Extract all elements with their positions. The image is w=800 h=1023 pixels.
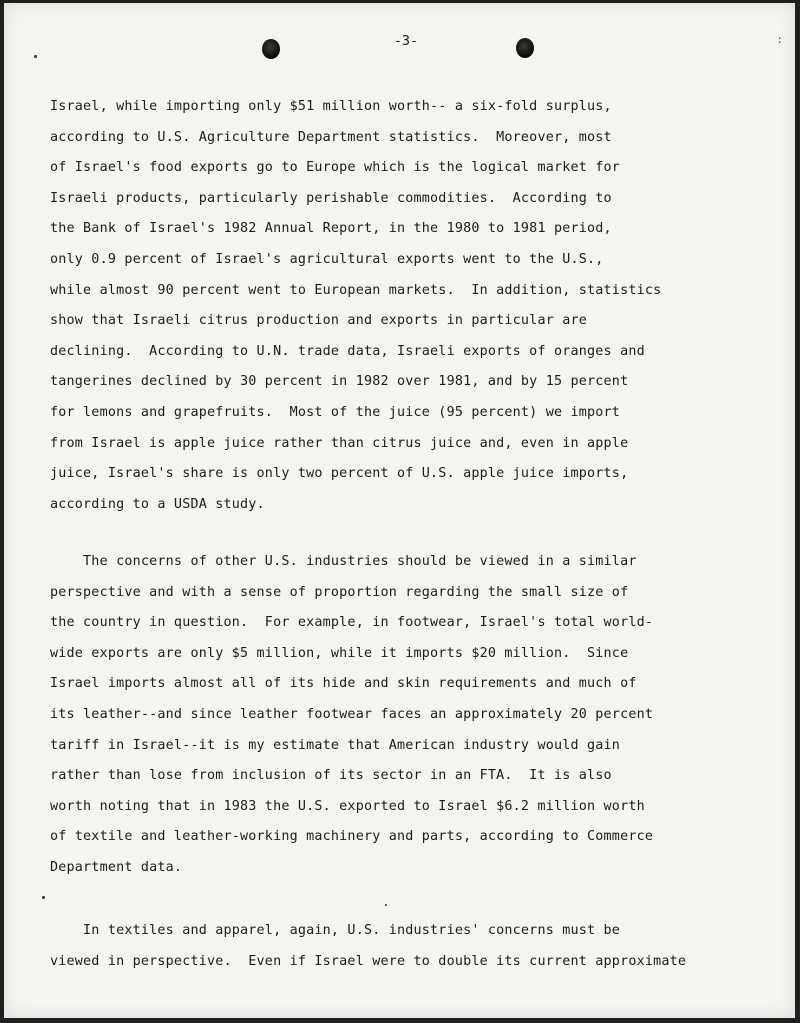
text-line: rather than lose from inclusion of its sector in an FTA. It is also bbox=[50, 768, 612, 784]
text-line: juice, Israel's share is only two percent of U.S. apple juice imports, bbox=[50, 466, 629, 482]
text-line: The concerns of other U.S. industries should be viewed in a similar bbox=[50, 554, 637, 569]
text-line: the Bank of Israel's 1982 Annual Report, in the 1980 to 1981 period, bbox=[50, 221, 612, 237]
text-line: only 0.9 percent of Israel's agricultural exports went to the U.S., bbox=[50, 251, 604, 267]
speck bbox=[42, 896, 45, 899]
binder-hole-right bbox=[516, 38, 534, 58]
text-line: its leather--and since leather footwear faces an approximately 20 percent bbox=[50, 706, 654, 722]
text-line: Israel, while importing only $51 million worth-- a six-fold surplus, bbox=[50, 99, 612, 114]
text-line: according to U.S. Agriculture Department statistics. Moreover, most bbox=[50, 129, 612, 145]
text-line: while almost 90 percent went to European markets. In addition, statistics bbox=[50, 282, 662, 298]
text-line: of textile and leather-working machinery and parts, according to Commerce bbox=[50, 829, 654, 845]
text-line: for lemons and grapefruits. Most of the juice (95 percent) we import bbox=[50, 404, 621, 420]
document-page bbox=[4, 3, 795, 1018]
text-line: show that Israeli citrus production and exports in particular are bbox=[50, 313, 588, 329]
text-line: Israel imports almost all of its hide and skin requirements and much of bbox=[50, 676, 637, 692]
text-line: tangerines declined by 30 percent in 1982 over 1981, and by 15 percent bbox=[50, 374, 629, 390]
text-line: worth noting that in 1983 the U.S. exported to Israel $6.2 million worth bbox=[50, 798, 645, 814]
text-line: tariff in Israel--it is my estimate that American industry would gain bbox=[50, 737, 621, 753]
text-line: of Israel's food exports go to Europe which is the logical market for bbox=[50, 160, 621, 176]
paragraph-textiles bbox=[50, 916, 686, 977]
text-line: wide exports are only $5 million, while it imports $20 million. Since bbox=[50, 645, 629, 661]
text-line: In textiles and apparel, again, U.S. industries' concerns must be bbox=[50, 923, 621, 938]
paragraph-footwear bbox=[50, 547, 653, 884]
text-line: perspective and with a sense of proportion regarding the small size of bbox=[50, 584, 629, 600]
text-line: Israeli products, particularly perishable commodities. According to bbox=[50, 190, 612, 206]
text-line: according to a USDA study. bbox=[50, 496, 265, 512]
speck bbox=[385, 904, 387, 906]
page-number: -3- bbox=[393, 33, 419, 49]
text-line: the country in question. For example, in footwear, Israel's total world- bbox=[50, 615, 654, 631]
corner-mark: : bbox=[776, 33, 783, 46]
text-line: from Israel is apple juice rather than citrus juice and, even in apple bbox=[50, 435, 629, 451]
text-line: declining. According to U.N. trade data, Israeli exports of oranges and bbox=[50, 343, 645, 359]
text-line: viewed in perspective. Even if Israel were to double its current approximate bbox=[50, 953, 687, 969]
paragraph-agriculture bbox=[50, 92, 661, 520]
binder-hole-left bbox=[262, 39, 280, 59]
speck bbox=[34, 55, 37, 58]
text-line: Department data. bbox=[50, 859, 183, 875]
